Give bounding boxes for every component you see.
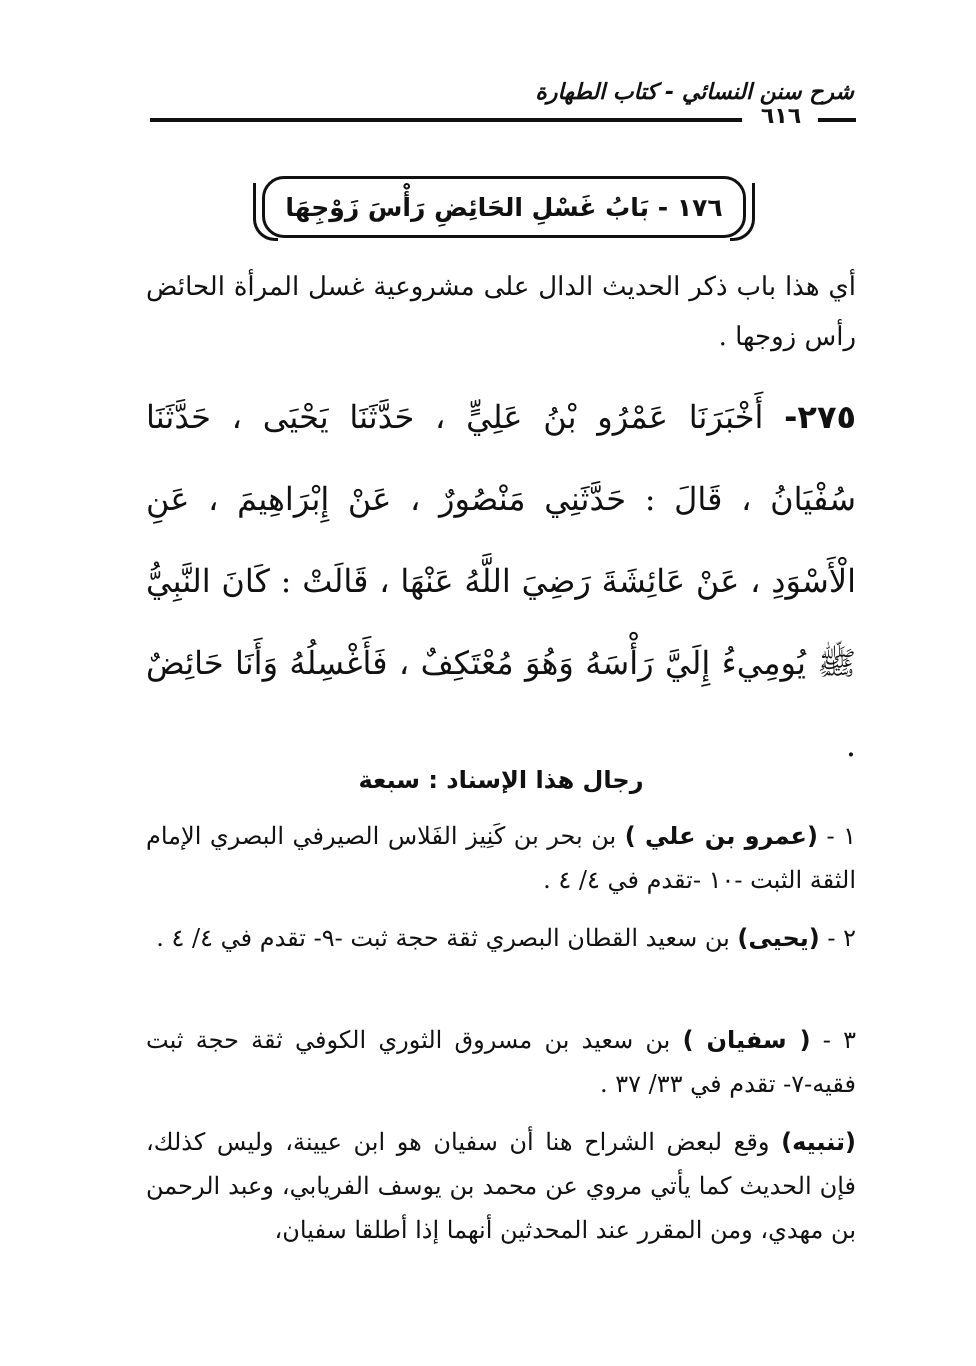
hadith-paragraph (146, 376, 856, 786)
header-rule (150, 118, 742, 122)
narrator-entry (146, 1018, 856, 1106)
narrator-text: بن سعيد بن مسروق الثوري الكوفي ثقة حجة ثبت فقيه-٧- تقدم في ٣٣/ ٣٧ . (146, 1026, 856, 1098)
hadith-number: ٢٧٥- (784, 398, 857, 436)
page-number: ٦١٦ (760, 104, 802, 129)
narrator-name: ( سفيان ) (682, 1026, 811, 1054)
hadith-text: أَخْبَرَنَا عَمْرُو بْنُ عَلِيٍّ ، حَدَّثَنَا يَحْيَى ، حَدَّثَنَا سُفْيَانُ ، قَالَ : حَدَّثَنِي مَنْصُورٌ ، عَنْ إِبْرَاهِيمَ ، عَنِ الْأَسْوَدِ ، عَنْ عَائِشَةَ رَضِيَ اللَّهُ عَنْهَا ، قَالَتْ : كَانَ النَّبِيُّ ﷺ يُومِيءُ إِلَيَّ رَأْسَهُ وَهُوَ مُعْتَكِفٌ ، فَأَغْسِلُهُ وَأَنَا حَائِضٌ . (146, 398, 856, 764)
narrator-text: بن سعيد القطان البصري ثقة حجة ثبت -٩- تقدم في ٤/ ٤ . (156, 924, 738, 952)
narrator-entry (146, 916, 856, 960)
narrator-text: بن بحر بن كَنِيز الفَلاس الصيرفي البصري الإمام الثقة الثبت -١٠ -تقدم في ٤/ ٤ . (146, 822, 856, 894)
narrators-heading: رجال هذا الإسناد : سبعة (358, 766, 644, 794)
narrator-prefix: ١ - (817, 822, 857, 850)
chapter-title: ١٧٦ - بَابُ غَسْلِ الحَائِضِ رَأْسَ زَوْجِهَا (285, 192, 723, 222)
intro-paragraph: أي هذا باب ذكر الحديث الدال على مشروعية غسل المرأة الحائض رأس زوجها . (146, 272, 856, 352)
chapter-title-box (262, 176, 746, 238)
note-text: وقع لبعض الشراح هنا أن سفيان هو ابن عيينة، وليس كذلك، فإن الحديث كما يأتي مروي عن محمد بن يوسف الفريابي، وعبد الرحمن بن مهدي، ومن المقرر عند المحدثين أنهما إذا أطلقا سفيان، (146, 1128, 856, 1244)
note-label: (تنبيه) (781, 1128, 856, 1156)
narrator-entry (146, 814, 856, 902)
running-header-title: شرح سنن النسائي - كتاب الطهارة (535, 80, 854, 105)
note-paragraph (146, 1120, 856, 1252)
narrator-prefix: ٣ - (810, 1026, 856, 1054)
narrator-prefix: ٢ - (819, 924, 856, 952)
header-rule-short (818, 118, 856, 122)
narrator-name: (يحيى) (737, 924, 820, 952)
narrator-name: (عمرو بن علي ) (624, 822, 818, 850)
